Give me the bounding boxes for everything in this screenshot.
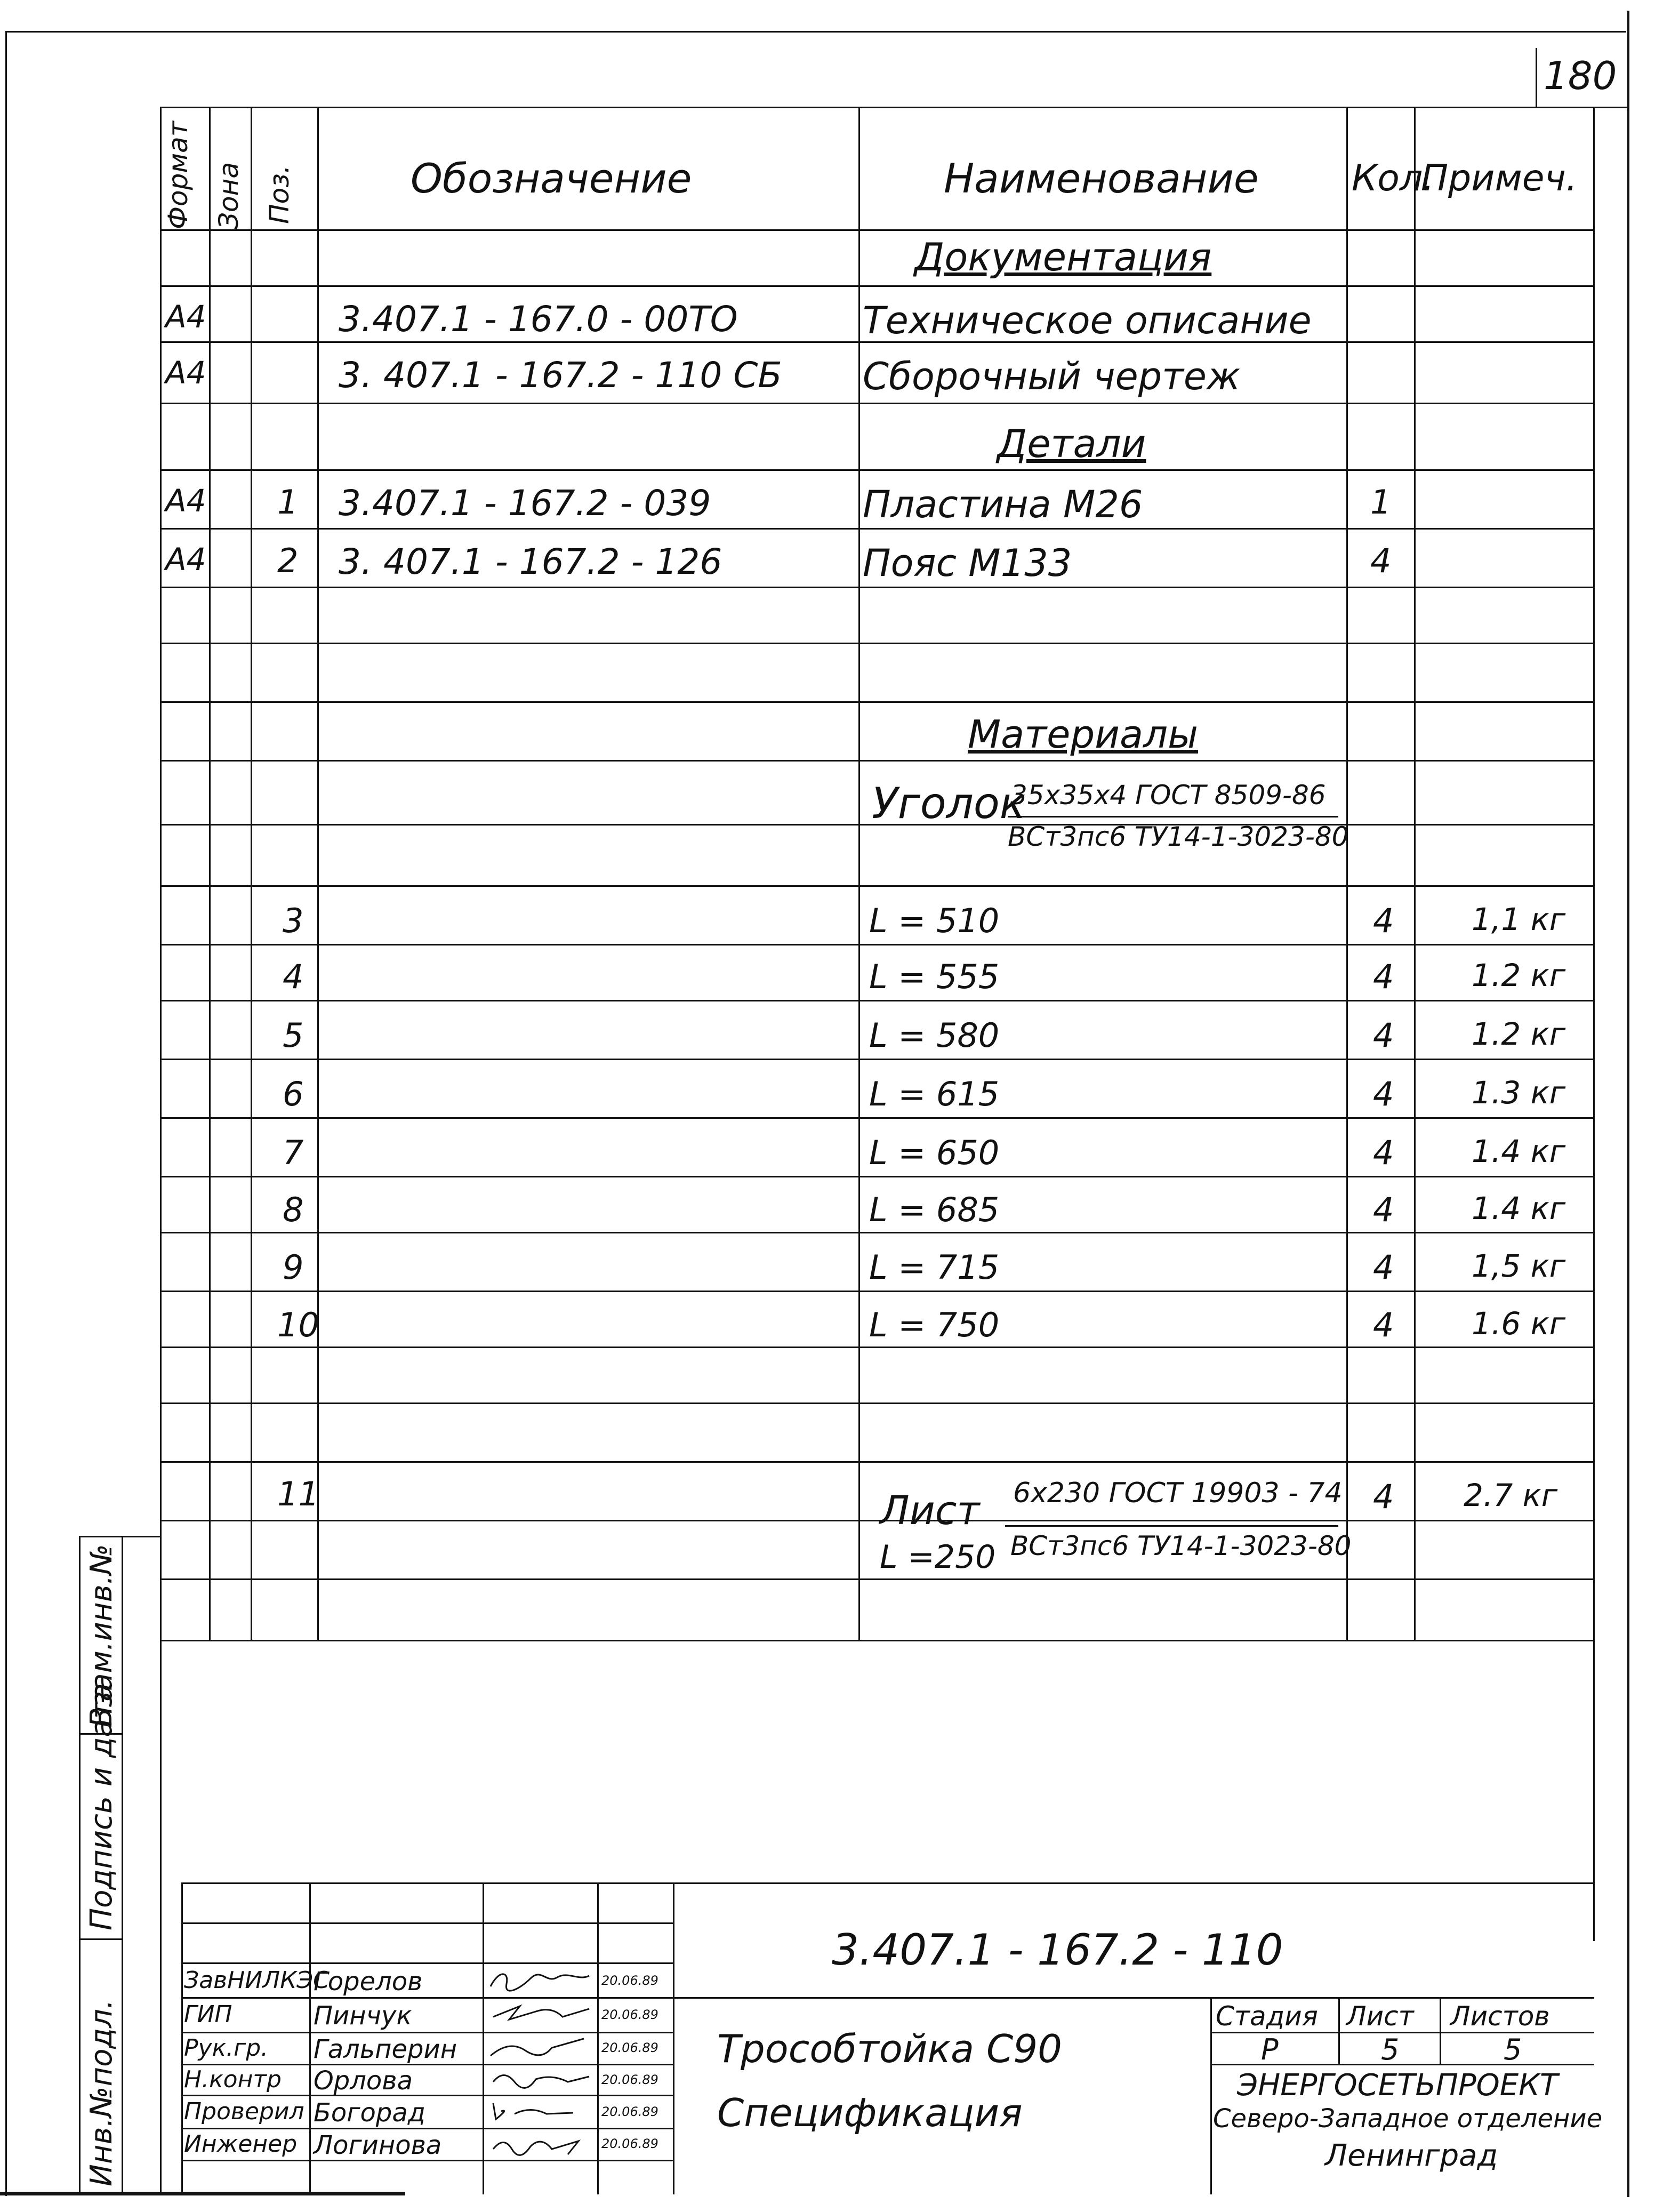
- qty-cell: 4: [1373, 901, 1394, 940]
- pos-cell: 5: [283, 1016, 304, 1055]
- signer-role: Н.контр: [184, 2066, 282, 2093]
- qty-cell: 4: [1373, 1248, 1394, 1287]
- sheets-label: Листов: [1450, 2001, 1550, 2032]
- qty-cell: 4: [1373, 1477, 1394, 1516]
- sign-date-label: Подпись и дата: [84, 1683, 119, 1930]
- header-qty: Кол.: [1352, 157, 1434, 199]
- qty-cell: 4: [1370, 541, 1392, 580]
- qty-cell: 4: [1373, 1133, 1394, 1172]
- header-name: Наименование: [944, 155, 1259, 202]
- name-cell: L = 650: [869, 1133, 1000, 1172]
- doc-type: Спецификация: [717, 2090, 1023, 2135]
- designation-cell: 3.407.1 - 167.0 - 00ТО: [339, 299, 738, 340]
- page-number: 180: [1544, 53, 1617, 98]
- signer-name: Логинова: [314, 2130, 442, 2160]
- header-pos: Поз.: [264, 165, 295, 224]
- pos-cell: 9: [283, 1248, 304, 1287]
- signature-loginova: [488, 2130, 595, 2159]
- name-cell: Техническое описание: [863, 299, 1312, 342]
- pos-cell: 2: [277, 541, 299, 580]
- org-line2: Северо-Западное отделение: [1213, 2104, 1603, 2134]
- pos-cell: 7: [283, 1133, 304, 1172]
- note-cell: 1.3 кг: [1472, 1075, 1566, 1111]
- signer-name: Горелов: [314, 1967, 423, 1997]
- org-line3: Ленинград: [1325, 2138, 1498, 2173]
- signer-name: Гальперин: [314, 2034, 457, 2064]
- format-cell: А4: [165, 541, 206, 578]
- qty-cell: 4: [1373, 1305, 1394, 1344]
- sheets-value: 5: [1504, 2033, 1522, 2066]
- signer-date: 20.06.89: [601, 1973, 658, 1988]
- note-cell: 1,5 кг: [1472, 1248, 1566, 1284]
- signer-date: 20.06.89: [601, 2040, 658, 2055]
- section-details: Детали: [997, 421, 1146, 466]
- signature-pinchuk: [488, 2001, 595, 2030]
- header-note: Примеч.: [1421, 157, 1578, 199]
- name-cell: Пояс М133: [863, 541, 1072, 585]
- signer-name: Орлова: [314, 2066, 413, 2096]
- stage-label: Стадия: [1216, 2001, 1318, 2032]
- signer-date: 20.06.89: [601, 2007, 658, 2022]
- note-cell: 1.4 кг: [1472, 1133, 1566, 1169]
- inv-podl-label: Инв.№подл.: [84, 1999, 119, 2186]
- angle-spec-top: 35х35х4 ГОСТ 8509-86: [1010, 780, 1326, 811]
- name-cell: L = 715: [869, 1248, 1000, 1287]
- sheet-spec-top: 6х230 ГОСТ 19903 - 74: [1013, 1477, 1343, 1509]
- pos-cell: 3: [283, 901, 304, 940]
- sheet-label: Лист: [1346, 2001, 1414, 2032]
- product-name: Трособтойка С90: [717, 2026, 1062, 2071]
- note-cell: 1,1 кг: [1472, 901, 1566, 937]
- angle-spec-bottom: ВСт3пс6 ТУ14-1-3023-80: [1008, 821, 1349, 852]
- signer-date: 20.06.89: [601, 2136, 658, 2151]
- signer-date: 20.06.89: [601, 2072, 658, 2087]
- header-zone: Зона: [213, 162, 244, 229]
- signer-role: Инженер: [184, 2130, 298, 2158]
- signer-role: ГИП: [184, 2001, 232, 2028]
- designation-cell: 3.407.1 - 167.2 - 039: [339, 483, 711, 524]
- signer-name: Богорад: [314, 2098, 425, 2128]
- signature-orlova: [488, 2066, 595, 2095]
- stage-value: Р: [1261, 2033, 1279, 2066]
- qty-cell: 4: [1373, 1075, 1394, 1113]
- note-cell: 1.2 кг: [1472, 1016, 1566, 1052]
- sheet-length: L =250: [880, 1538, 996, 1576]
- signature-gorelov: [488, 1968, 595, 1997]
- header-format: Формат: [163, 121, 194, 229]
- name-cell: L = 750: [869, 1305, 1000, 1344]
- name-cell: L = 555: [869, 957, 1000, 996]
- sheet-spec-bottom: ВСт3пс6 ТУ14-1-3023-80: [1010, 1530, 1352, 1561]
- signer-date: 20.06.89: [601, 2104, 658, 2119]
- header-designation: Обозначение: [411, 155, 692, 202]
- org-line1: ЭНЕРГОСЕТЬПРОЕКТ: [1237, 2068, 1558, 2103]
- sheet-value: 5: [1381, 2033, 1400, 2066]
- note-cell: 2.7 кг: [1464, 1477, 1558, 1513]
- vzam-inv-label: Взам.инв.№: [84, 1544, 119, 1728]
- angle-name: Уголок: [872, 779, 1026, 828]
- qty-cell: 4: [1373, 1190, 1394, 1229]
- name-cell: L = 615: [869, 1075, 1000, 1113]
- name-cell: Сборочный чертеж: [863, 355, 1241, 398]
- name-cell: L = 685: [869, 1190, 1000, 1229]
- note-cell: 1.2 кг: [1472, 957, 1566, 993]
- signature-bogorad: [488, 2098, 595, 2127]
- sheet-name: Лист: [880, 1488, 980, 1534]
- designation-cell: 3. 407.1 - 167.2 - 110 СБ: [339, 355, 782, 396]
- pos-cell: 11: [277, 1474, 319, 1513]
- designation-cell: 3. 407.1 - 167.2 - 126: [339, 541, 722, 582]
- qty-cell: 1: [1370, 483, 1392, 522]
- note-cell: 1.6 кг: [1472, 1305, 1566, 1342]
- drawing-number: 3.407.1 - 167.2 - 110: [832, 1925, 1283, 1975]
- pos-cell: 1: [277, 483, 299, 522]
- pos-cell: 10: [277, 1305, 319, 1344]
- note-cell: 1.4 кг: [1472, 1190, 1566, 1227]
- format-cell: А4: [165, 483, 206, 519]
- name-cell: Пластина М26: [863, 483, 1143, 526]
- signer-role: Проверил: [184, 2098, 304, 2125]
- signature-galperin: [488, 2034, 595, 2063]
- name-cell: L = 580: [869, 1016, 1000, 1055]
- pos-cell: 4: [283, 957, 304, 996]
- section-documentation: Документация: [914, 235, 1212, 279]
- section-materials: Материалы: [968, 712, 1198, 757]
- signer-role: Рук.гр.: [184, 2034, 269, 2062]
- qty-cell: 4: [1373, 1016, 1394, 1055]
- pos-cell: 6: [283, 1075, 304, 1113]
- signer-role: ЗавНИЛКЭС: [184, 1967, 330, 1994]
- signer-name: Пинчук: [314, 2001, 412, 2031]
- qty-cell: 4: [1373, 957, 1394, 996]
- pos-cell: 8: [283, 1190, 304, 1229]
- name-cell: L = 510: [869, 901, 1000, 940]
- format-cell: А4: [165, 299, 206, 335]
- format-cell: А4: [165, 355, 206, 391]
